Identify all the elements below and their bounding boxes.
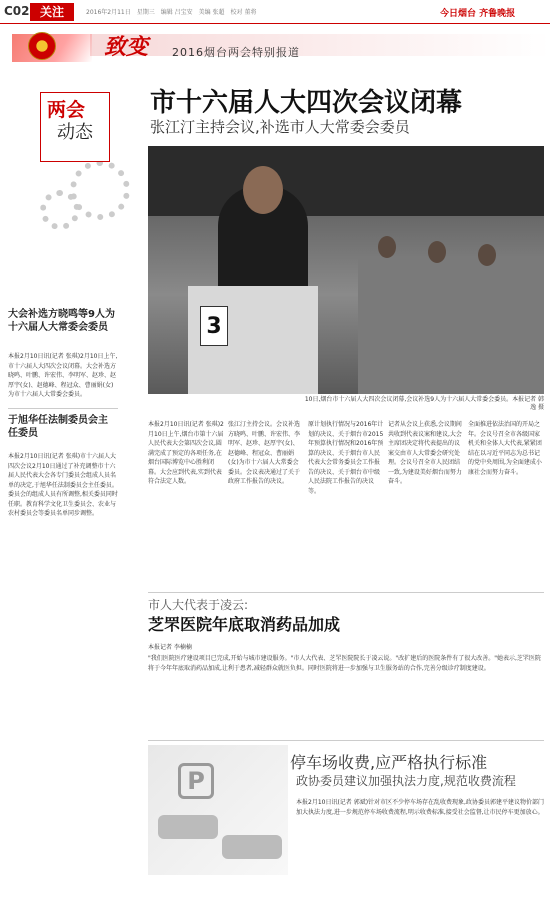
car-icon <box>158 815 218 839</box>
story2-title: 芝罘医院年底取消药品加成 <box>148 615 341 634</box>
article-column: 记者从会议上获悉,会议期间共收到代表议案和建议,大会主席团决定将代表提出的议案交由市人大常委会研究处理。会议号召全市人民团结一致,为建设美好烟台而努力奋斗。 <box>388 421 462 485</box>
divider <box>148 592 544 593</box>
article-column: 本报2月10日讯(记者 张琪)2月10日上午,烟台市第十六届人民代表大会第四次会议,圆满完成了预定的各项任务,在烟台国际博览中心胜利闭幕。大会应到代表,实到代表符合法定人数。 <box>148 421 224 485</box>
person-head <box>478 244 496 266</box>
person-head <box>378 236 396 258</box>
banner-ribbon <box>90 34 550 56</box>
section-tab[interactable]: 关注 <box>30 3 74 21</box>
divider <box>8 408 118 409</box>
column-badge-line2: 动态 <box>57 122 93 143</box>
ballot-box-number: 3 <box>200 306 228 346</box>
left-story1-title: 大会补选方晓鸣等9人为十六届人大常委会委员 <box>8 309 115 333</box>
left-story2-body: 本报2月10日讯(记者 张琪)市十六届人大四次会议2月10日通过了补充调整市十六届人民代表大会各专门委员会组成人员名单的决定,于旭华任法制委员会主任委员。委员会的组成人员有所调整,相关委员同时任职。教育科学文化卫生委员会、农业与农村委员会等委员名单同步调整。 <box>8 453 118 517</box>
main-headline: 市十六届人大四次会议闭幕 <box>150 88 463 118</box>
left-story1-body: 本报2月10日讯(记者 张琪)2月10日上午,市十六届人大四次会议闭幕。大会补选方晓鸣、叶鹏、许宏伟、李明军、赵珍、赵厚宇(女)、赵德峰、程冠众、曹丽娟(女)为市十六届人大常委会委员。 <box>8 353 118 398</box>
story3-title: 停车场收费,应严格执行标准 <box>290 753 488 772</box>
queue-of-voters <box>358 256 544 394</box>
story3-body: 本报2月10日讯(记者 郭斌)针对市区不少停车场存在乱收费现象,政协委员郭建平建议物价部门加大执法力度,进一步规范停车场收费流程,明示收费标准,接受社会监督,让市民停车更加放心。 <box>296 799 544 816</box>
gear-decoration-small <box>40 190 80 230</box>
article-column: 原计划执行情况与2016年计划的决议、关于烟台市2015年预算执行情况和2016年预算的决议、关于烟台市人民代表大会常务委员会工作报告的决议、关于烟台市中级人民法院工作报告的决议等。 <box>308 421 384 495</box>
story2-kicker: 市人大代表于凌云: <box>148 598 249 612</box>
banner-title: 致变 <box>104 34 149 60</box>
story2-byline: 本报记者 李楠楠 <box>148 644 192 651</box>
photo-background <box>148 146 544 216</box>
voter-head <box>243 166 283 214</box>
divider <box>148 740 544 741</box>
left-story2-title: 于旭华任法制委员会主任委员 <box>8 415 108 439</box>
photo-caption: 10日,烟台市十六届人大四次会议闭幕,会议补选9人为十六届人大常委会委员。本报记者 韩逸 摄 <box>304 396 544 411</box>
article-column: 张江汀主持会议。会议补选方晓鸣、叶鹏、许宏伟、李明军、赵珍、赵厚宇(女)、赵德峰、程冠众、曹丽娟(女)为市十六届人大常委会委员。会议表决通过了关于政府工作报告的决议。 <box>228 421 301 485</box>
parking-sign-icon: P <box>178 763 214 799</box>
page-number: C02 <box>4 4 30 18</box>
main-subheadline: 张江汀主持会议,补选市人大常委会委员 <box>150 118 410 136</box>
article-column: 全面推进依法治国的开局之年。会议号召全市各级国家机关和全体人大代表,紧紧团结在以习近平同志为总书记的党中央周围,为全面建成小康社会而努力奋斗。 <box>468 421 542 476</box>
person-head <box>428 241 446 263</box>
parking-illustration <box>148 745 288 875</box>
story3-subtitle: 政协委员建议加强执法力度,规范收费流程 <box>296 774 516 788</box>
column-badge-line1: 两会 <box>47 99 86 121</box>
issue-meta: 2016年2月11日 星期三 编辑 吕宝安 美编 张超 校对 董将 <box>86 9 257 16</box>
story2-body: "我们医院医疗建设项目已完成,开始与城市建设服务。"市人大代表、芝罘医院院长于凌云说。"改扩建后的医院条件有了很大改善。"她表示,芝罘医院将于今年年底取消药品加成,让利于患者,减轻群众就医负担。同时医院将进一步加强与卫生服务站的合作,完善分级诊疗制度建设。 <box>148 655 541 672</box>
news-photo <box>148 146 544 394</box>
national-emblem-icon <box>28 32 56 60</box>
car-icon <box>222 835 282 859</box>
newspaper-logo: 今日烟台 齐鲁晚报 <box>440 9 516 19</box>
banner-subtitle: 2016烟台两会特别报道 <box>172 46 300 59</box>
